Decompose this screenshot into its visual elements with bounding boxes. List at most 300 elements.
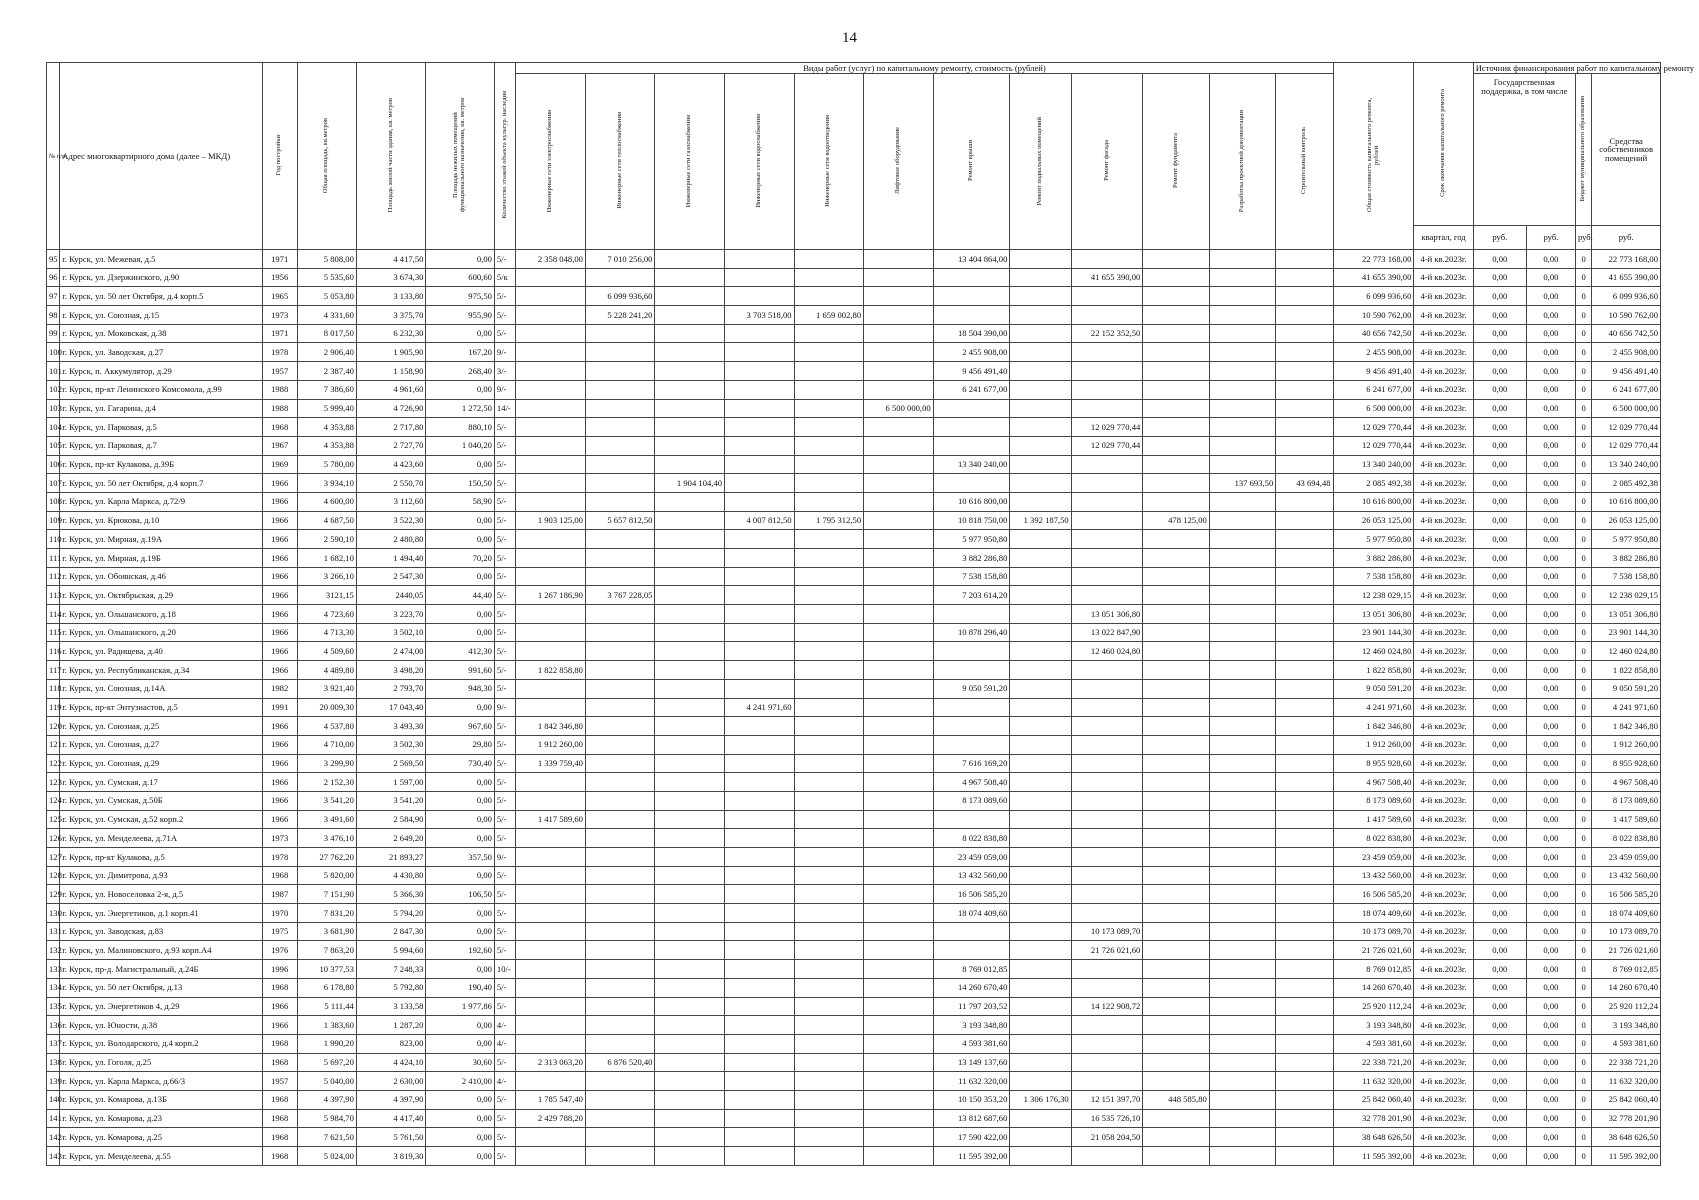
row-number: 97 — [47, 287, 60, 306]
row-number: 111 — [47, 549, 60, 568]
total-cost-cell: 2 085 492,38 — [1333, 474, 1414, 493]
facade-cell: 12 029 770,44 — [1071, 436, 1143, 455]
fund-cell: 0,00 — [1473, 997, 1526, 1016]
water-cell — [725, 885, 795, 904]
water-cell — [725, 1034, 795, 1053]
nonliving-area-cell: 0,00 — [426, 866, 495, 885]
foundation-cell — [1143, 679, 1209, 698]
row-number: 96 — [47, 268, 60, 287]
lift-cell — [864, 343, 934, 362]
control-cell — [1276, 866, 1333, 885]
municipal-cell: 0 — [1575, 1090, 1591, 1109]
address-cell: г. Курск, ул. Мирная, д.19Б — [60, 549, 263, 568]
lift-cell — [864, 679, 934, 698]
year-cell: 1971 — [262, 324, 297, 343]
municipal-cell: 0 — [1575, 661, 1591, 680]
row-number: 126 — [47, 829, 60, 848]
heat-cell — [585, 492, 655, 511]
facade-cell: 16 535 726,10 — [1071, 1109, 1143, 1128]
year-cell: 1988 — [262, 399, 297, 418]
municipal-cell: 0 — [1575, 306, 1591, 325]
roof-cell: 10 878 296,40 — [933, 623, 1010, 642]
foundation-cell — [1143, 791, 1209, 810]
total-cost-cell: 8 769 012,85 — [1333, 960, 1414, 979]
regional-cell: 0,00 — [1526, 717, 1575, 736]
owners-cell: 3 193 348,80 — [1592, 1016, 1661, 1035]
living-area-cell: 1 158,90 — [356, 362, 426, 381]
water-cell — [725, 623, 795, 642]
sewer-cell — [794, 380, 864, 399]
foundation-cell: 478 125,00 — [1143, 511, 1209, 530]
total-cost-cell: 10 173 089,70 — [1333, 922, 1414, 941]
lift-cell — [864, 436, 934, 455]
foundation-cell — [1143, 549, 1209, 568]
table-row — [47, 474, 1661, 493]
basement-cell — [1010, 250, 1071, 269]
control-cell — [1276, 679, 1333, 698]
total-cost-cell: 13 340 240,00 — [1333, 455, 1414, 474]
roof-cell — [933, 735, 1010, 754]
living-area-cell: 4 430,80 — [356, 866, 426, 885]
basement-cell — [1010, 362, 1071, 381]
foundation-cell — [1143, 810, 1209, 829]
elec-cell: 1 842 346,80 — [516, 717, 586, 736]
fund-cell: 0,00 — [1473, 436, 1526, 455]
deadline-cell: 4-й кв.2023г. — [1414, 642, 1473, 661]
total-area-cell: 4 331,60 — [297, 306, 356, 325]
design-cell — [1209, 642, 1275, 661]
control-cell — [1276, 1109, 1333, 1128]
address-cell: г. Курск, ул. Комарова, д.13Б — [60, 1090, 263, 1109]
design-cell — [1209, 1128, 1275, 1147]
sewer-cell — [794, 1016, 864, 1035]
control-cell — [1276, 492, 1333, 511]
design-cell — [1209, 455, 1275, 474]
header-state-support: Государственная поддержка, в том числе — [1473, 74, 1575, 226]
address-cell: г. Курск, ул. Радищева, д.40 — [60, 642, 263, 661]
gas-cell — [655, 567, 725, 586]
heat-cell: 6 099 936,60 — [585, 287, 655, 306]
gas-cell — [655, 623, 725, 642]
owners-cell: 12 460 024,80 — [1592, 642, 1661, 661]
total-area-cell: 7 621,50 — [297, 1128, 356, 1147]
total-area-cell: 3 921,40 — [297, 679, 356, 698]
design-cell — [1209, 941, 1275, 960]
row-number: 109 — [47, 511, 60, 530]
facade-cell — [1071, 567, 1143, 586]
design-cell — [1209, 904, 1275, 923]
row-number: 107 — [47, 474, 60, 493]
deadline-cell: 4-й кв.2023г. — [1414, 623, 1473, 642]
design-cell — [1209, 922, 1275, 941]
deadline-cell: 4-й кв.2023г. — [1414, 885, 1473, 904]
municipal-cell: 0 — [1575, 997, 1591, 1016]
heat-cell — [585, 754, 655, 773]
design-cell — [1209, 511, 1275, 530]
lift-cell — [864, 287, 934, 306]
lift-cell — [864, 941, 934, 960]
address-cell: г. Курск, ул. Заводская, д.27 — [60, 343, 263, 362]
total-cost-cell: 6 099 936,60 — [1333, 287, 1414, 306]
basement-cell — [1010, 287, 1071, 306]
water-cell — [725, 978, 795, 997]
foundation-cell — [1143, 343, 1209, 362]
nonliving-area-cell: 0,00 — [426, 605, 495, 624]
living-area-cell: 5 794,20 — [356, 904, 426, 923]
gas-cell — [655, 866, 725, 885]
year-cell: 1968 — [262, 978, 297, 997]
total-cost-cell: 8 955 928,60 — [1333, 754, 1414, 773]
basement-cell — [1010, 885, 1071, 904]
foundation-cell — [1143, 399, 1209, 418]
elec-cell: 2 429 788,20 — [516, 1109, 586, 1128]
address-cell: г. Курск, ул. Менделеева, д.55 — [60, 1147, 263, 1166]
water-cell — [725, 549, 795, 568]
floors-cell: 5/- — [494, 324, 515, 343]
gas-cell — [655, 586, 725, 605]
header-floors: Количество этажей объекта культур. наследия — [494, 63, 515, 250]
fund-cell: 0,00 — [1473, 287, 1526, 306]
lift-cell — [864, 474, 934, 493]
heat-cell — [585, 661, 655, 680]
nonliving-area-cell: 106,50 — [426, 885, 495, 904]
gas-cell — [655, 1072, 725, 1091]
header-gas: Инженерные сети газоснабжения — [655, 74, 725, 250]
basement-cell — [1010, 698, 1071, 717]
header-roof: Ремонт крыши — [933, 74, 1010, 250]
deadline-cell: 4-й кв.2023г. — [1414, 549, 1473, 568]
total-cost-cell: 22 338 721,20 — [1333, 1053, 1414, 1072]
row-number: 143 — [47, 1147, 60, 1166]
basement-cell — [1010, 1072, 1071, 1091]
owners-cell: 10 616 800,00 — [1592, 492, 1661, 511]
roof-cell: 13 340 240,00 — [933, 455, 1010, 474]
row-number: 116 — [47, 642, 60, 661]
municipal-cell: 0 — [1575, 717, 1591, 736]
gas-cell — [655, 848, 725, 867]
facade-cell — [1071, 1072, 1143, 1091]
address-cell: г. Курск, пр-кт Кулакова, д.39Б — [60, 455, 263, 474]
basement-cell — [1010, 754, 1071, 773]
foundation-cell — [1143, 474, 1209, 493]
sewer-cell — [794, 791, 864, 810]
sewer-cell — [794, 586, 864, 605]
heat-cell — [585, 474, 655, 493]
row-number: 101 — [47, 362, 60, 381]
water-cell — [725, 268, 795, 287]
header-municipal: Бюджет муниципального образования — [1575, 74, 1591, 226]
address-cell: г. Курск, ул. Энергетиков 4, д.29 — [60, 997, 263, 1016]
roof-cell: 9 456 491,40 — [933, 362, 1010, 381]
deadline-cell: 4-й кв.2023г. — [1414, 978, 1473, 997]
regional-cell: 0,00 — [1526, 791, 1575, 810]
water-cell — [725, 436, 795, 455]
control-cell — [1276, 960, 1333, 979]
roof-cell: 8 022 838,80 — [933, 829, 1010, 848]
sewer-cell — [794, 698, 864, 717]
control-cell — [1276, 773, 1333, 792]
table-row — [47, 885, 1661, 904]
gas-cell — [655, 492, 725, 511]
deadline-cell: 4-й кв.2023г. — [1414, 287, 1473, 306]
foundation-cell — [1143, 904, 1209, 923]
deadline-cell: 4-й кв.2023г. — [1414, 492, 1473, 511]
floors-cell: 5/- — [494, 885, 515, 904]
design-cell — [1209, 978, 1275, 997]
regional-cell: 0,00 — [1526, 605, 1575, 624]
floors-cell: 9/- — [494, 380, 515, 399]
table-row — [47, 455, 1661, 474]
basement-cell — [1010, 773, 1071, 792]
header-facade: Ремонт фасада — [1071, 74, 1143, 250]
fund-cell: 0,00 — [1473, 306, 1526, 325]
control-cell — [1276, 380, 1333, 399]
living-area-cell: 4 424,10 — [356, 1053, 426, 1072]
total-cost-cell: 12 238 029,15 — [1333, 586, 1414, 605]
lift-cell — [864, 978, 934, 997]
design-cell — [1209, 380, 1275, 399]
municipal-cell: 0 — [1575, 362, 1591, 381]
total-area-cell: 2 152,30 — [297, 773, 356, 792]
deadline-cell: 4-й кв.2023г. — [1414, 1147, 1473, 1166]
header-basement: Ремонт подвальных помещений — [1010, 74, 1071, 250]
design-cell — [1209, 866, 1275, 885]
total-area-cell: 2 387,40 — [297, 362, 356, 381]
basement-cell — [1010, 586, 1071, 605]
living-area-cell: 4 417,50 — [356, 250, 426, 269]
lift-cell — [864, 605, 934, 624]
owners-cell: 41 655 390,00 — [1592, 268, 1661, 287]
row-number: 118 — [47, 679, 60, 698]
address-cell: г. Курск, ул. Дзержинского, д.90 — [60, 268, 263, 287]
floors-cell: 5/- — [494, 474, 515, 493]
facade-cell — [1071, 810, 1143, 829]
regional-cell: 0,00 — [1526, 343, 1575, 362]
water-cell — [725, 735, 795, 754]
nonliving-area-cell: 0,00 — [426, 960, 495, 979]
address-cell: г. Курск, ул. Обоянская, д.46 — [60, 567, 263, 586]
design-cell — [1209, 1147, 1275, 1166]
water-cell — [725, 904, 795, 923]
regional-cell: 0,00 — [1526, 679, 1575, 698]
table-row — [47, 754, 1661, 773]
total-area-cell: 1 383,60 — [297, 1016, 356, 1035]
facade-cell — [1071, 399, 1143, 418]
floors-cell: 5/- — [494, 642, 515, 661]
header-owners: Средства собственников помещений — [1592, 74, 1661, 226]
design-cell — [1209, 268, 1275, 287]
control-cell — [1276, 287, 1333, 306]
nonliving-area-cell: 1 040,20 — [426, 436, 495, 455]
elec-cell — [516, 829, 586, 848]
gas-cell — [655, 922, 725, 941]
basement-cell — [1010, 605, 1071, 624]
nonliving-area-cell: 0,00 — [426, 567, 495, 586]
elec-cell: 1 822 858,80 — [516, 661, 586, 680]
living-area-cell: 1 905,90 — [356, 343, 426, 362]
roof-cell: 4 967 508,40 — [933, 773, 1010, 792]
total-area-cell: 3121,15 — [297, 586, 356, 605]
floors-cell: 5/- — [494, 773, 515, 792]
regional-cell: 0,00 — [1526, 885, 1575, 904]
total-cost-cell: 3 882 286,80 — [1333, 549, 1414, 568]
address-cell: г. Курск, ул. Ольшанского, д.18 — [60, 605, 263, 624]
basement-cell — [1010, 530, 1071, 549]
table-row — [47, 418, 1661, 437]
deadline-cell: 4-й кв.2023г. — [1414, 1053, 1473, 1072]
nonliving-area-cell: 991,60 — [426, 661, 495, 680]
control-cell — [1276, 791, 1333, 810]
floors-cell: 5/- — [494, 978, 515, 997]
sewer-cell — [794, 978, 864, 997]
heat-cell — [585, 1128, 655, 1147]
total-area-cell: 1 682,10 — [297, 549, 356, 568]
living-area-cell: 1 494,40 — [356, 549, 426, 568]
floors-cell: 5/- — [494, 679, 515, 698]
regional-cell: 0,00 — [1526, 642, 1575, 661]
heat-cell — [585, 1109, 655, 1128]
design-cell: 137 693,50 — [1209, 474, 1275, 493]
floors-cell: 5/- — [494, 1128, 515, 1147]
gas-cell — [655, 829, 725, 848]
row-number: 137 — [47, 1034, 60, 1053]
deadline-cell: 4-й кв.2023г. — [1414, 399, 1473, 418]
address-cell: г. Курск, ул. Юности, д.38 — [60, 1016, 263, 1035]
living-area-cell: 3 223,70 — [356, 605, 426, 624]
water-cell — [725, 1090, 795, 1109]
facade-cell — [1071, 287, 1143, 306]
lift-cell — [864, 698, 934, 717]
municipal-cell: 0 — [1575, 754, 1591, 773]
total-area-cell: 5 024,00 — [297, 1147, 356, 1166]
row-number: 138 — [47, 1053, 60, 1072]
address-cell: г. Курск, ул. 50 лет Октября, д.4 корп.7 — [60, 474, 263, 493]
owners-cell: 10 590 762,00 — [1592, 306, 1661, 325]
water-cell: 4 241 971,60 — [725, 698, 795, 717]
year-cell: 1968 — [262, 866, 297, 885]
total-area-cell: 6 178,80 — [297, 978, 356, 997]
lift-cell — [864, 511, 934, 530]
control-cell — [1276, 848, 1333, 867]
address-cell: г. Курск, ул. Ольшанского, д.20 — [60, 623, 263, 642]
total-area-cell: 3 266,10 — [297, 567, 356, 586]
total-cost-cell: 13 432 560,00 — [1333, 866, 1414, 885]
living-area-cell: 3 493,30 — [356, 717, 426, 736]
address-cell: г. Курск, пр-кт Кулакова, д.5 — [60, 848, 263, 867]
deadline-cell: 4-й кв.2023г. — [1414, 848, 1473, 867]
total-area-cell: 5 808,00 — [297, 250, 356, 269]
owners-cell: 6 099 936,60 — [1592, 287, 1661, 306]
nonliving-area-cell: 29,80 — [426, 735, 495, 754]
table-row — [47, 268, 1661, 287]
year-cell: 1966 — [262, 549, 297, 568]
owners-cell: 8 769 012,85 — [1592, 960, 1661, 979]
header-num: № п/п — [47, 63, 60, 250]
address-cell: г. Курск, ул. Октябрьская, д.29 — [60, 586, 263, 605]
sewer-cell — [794, 773, 864, 792]
fund-cell: 0,00 — [1473, 380, 1526, 399]
floors-cell: 5/- — [494, 661, 515, 680]
control-cell — [1276, 623, 1333, 642]
roof-cell — [933, 287, 1010, 306]
regional-cell: 0,00 — [1526, 848, 1575, 867]
total-area-cell: 4 509,60 — [297, 642, 356, 661]
row-number: 122 — [47, 754, 60, 773]
control-cell — [1276, 978, 1333, 997]
regional-cell: 0,00 — [1526, 586, 1575, 605]
total-area-cell: 3 476,10 — [297, 829, 356, 848]
municipal-cell: 0 — [1575, 904, 1591, 923]
elec-cell — [516, 324, 586, 343]
owners-cell: 26 053 125,00 — [1592, 511, 1661, 530]
control-cell — [1276, 904, 1333, 923]
owners-cell: 22 773 168,00 — [1592, 250, 1661, 269]
municipal-cell: 0 — [1575, 324, 1591, 343]
facade-cell — [1071, 866, 1143, 885]
address-cell: г. Курск, ул. Моковская, д.38 — [60, 324, 263, 343]
design-cell — [1209, 1053, 1275, 1072]
deadline-cell: 4-й кв.2023г. — [1414, 268, 1473, 287]
gas-cell — [655, 941, 725, 960]
address-cell: г. Курск, ул. Союзная, д.14А — [60, 679, 263, 698]
living-area-cell: 2440,05 — [356, 586, 426, 605]
fund-cell: 0,00 — [1473, 978, 1526, 997]
sewer-cell — [794, 474, 864, 493]
lift-cell — [864, 418, 934, 437]
water-cell — [725, 1109, 795, 1128]
roof-cell — [933, 810, 1010, 829]
municipal-cell: 0 — [1575, 679, 1591, 698]
gas-cell — [655, 306, 725, 325]
facade-cell — [1071, 848, 1143, 867]
roof-cell: 4 593 381,60 — [933, 1034, 1010, 1053]
roof-cell: 7 203 614,20 — [933, 586, 1010, 605]
living-area-cell: 4 726,90 — [356, 399, 426, 418]
facade-cell — [1071, 679, 1143, 698]
regional-cell: 0,00 — [1526, 922, 1575, 941]
fund-cell: 0,00 — [1473, 791, 1526, 810]
nonliving-area-cell: 880,10 — [426, 418, 495, 437]
total-cost-cell: 1 842 346,80 — [1333, 717, 1414, 736]
table-row — [47, 1147, 1661, 1166]
row-number: 119 — [47, 698, 60, 717]
design-cell — [1209, 549, 1275, 568]
regional-cell: 0,00 — [1526, 866, 1575, 885]
nonliving-area-cell: 357,50 — [426, 848, 495, 867]
elec-cell — [516, 1072, 586, 1091]
fund-cell: 0,00 — [1473, 1128, 1526, 1147]
deadline-cell: 4-й кв.2023г. — [1414, 866, 1473, 885]
table-row — [47, 717, 1661, 736]
floors-cell: 5/- — [494, 549, 515, 568]
total-cost-cell: 4 593 381,60 — [1333, 1034, 1414, 1053]
total-area-cell: 5 040,00 — [297, 1072, 356, 1091]
heat-cell — [585, 735, 655, 754]
foundation-cell — [1143, 306, 1209, 325]
roof-cell: 13 149 137,60 — [933, 1053, 1010, 1072]
year-cell: 1968 — [262, 1034, 297, 1053]
floors-cell: 5/- — [494, 1147, 515, 1166]
total-area-cell: 4 710,00 — [297, 735, 356, 754]
gas-cell — [655, 324, 725, 343]
fund-cell: 0,00 — [1473, 661, 1526, 680]
basement-cell — [1010, 474, 1071, 493]
deadline-cell: 4-й кв.2023г. — [1414, 530, 1473, 549]
foundation-cell — [1143, 1053, 1209, 1072]
water-cell — [725, 997, 795, 1016]
sewer-cell — [794, 810, 864, 829]
fund-cell: 0,00 — [1473, 829, 1526, 848]
